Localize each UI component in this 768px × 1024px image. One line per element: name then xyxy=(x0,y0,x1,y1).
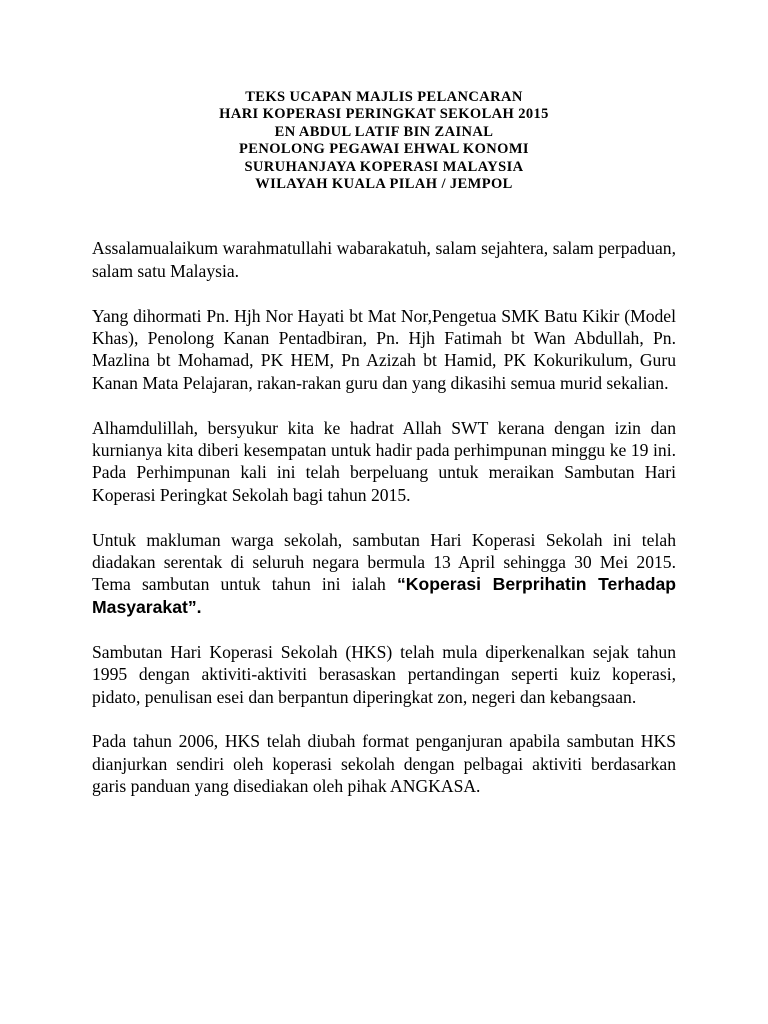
paragraph-format-change: Pada tahun 2006, HKS telah diubah format penganjuran apabila sambutan HKS dianjurkan sendiri oleh koperasi sekolah dengan pelbagai aktiviti berdasarkan garis panduan yang disediakan oleh pihak ANGKASA. xyxy=(92,731,676,797)
paragraph-greeting: Assalamualaikum warahmatullahi wabarakatuh, salam sejahtera, salam perpaduan, salam satu Malaysia. xyxy=(92,238,676,281)
header-speaker-name: EN ABDUL LATIF BIN ZAINAL xyxy=(274,123,494,140)
header-speaker-position: PENOLONG PEGAWAI EHWAL KONOMI xyxy=(239,141,529,158)
header-region: WILAYAH KUALA PILAH / JEMPOL xyxy=(255,176,513,193)
speech-header xyxy=(92,89,676,193)
header-event-line: HARI KOPERASI PERINGKAT SEKOLAH 2015 xyxy=(219,106,549,123)
paragraph-history: Sambutan Hari Koperasi Sekolah (HKS) telah mula diperkenalkan sejak tahun 1995 dengan aktiviti-aktiviti berasaskan pertandingan seperti kuiz koperasi, pidato, penulisan esei dan berpantun diperingkat zon, negeri dan kebangsaan. xyxy=(92,641,676,707)
theme-text: “Koperasi Berprihatin Terhadap Masyarakat”. xyxy=(92,574,676,617)
paragraph-salutation: Yang dihormati Pn. Hjh Nor Hayati bt Mat Nor,Pengetua SMK Batu Kikir (Model Khas), Penolong Kanan Pentadbiran, Pn. Hjh Fatimah bt Wan Abdullah, Pn. Mazlina bt Mohamad, PK HEM, Pn Azizah bt Hamid, PK Kokurikulum, Guru Kanan Mata Pelajaran, rakan-rakan guru dan yang dikasihi semua murid sekalian. xyxy=(92,305,676,393)
speech-body xyxy=(92,237,676,797)
paragraph-announcement xyxy=(92,529,676,619)
header-title-line: TEKS UCAPAN MAJLIS PELANCARAN xyxy=(245,89,523,105)
header-organization: SURUHANJAYA KOPERASI MALAYSIA xyxy=(244,158,524,175)
announcement-text: Untuk makluman warga sekolah, sambutan Hari Koperasi Sekolah ini telah diadakan serentak di seluruh negara bermula 13 April sehingga 30 Mei 2015. Tema sambutan untuk tahun ini ialah xyxy=(92,529,676,595)
paragraph-gratitude: Alhamdulillah, bersyukur kita ke hadrat Allah SWT kerana dengan izin dan kurnianya kita diberi kesempatan untuk hadir pada perhimpunan minggu ke 19 ini. Pada Perhimpunan kali ini telah berpeluang untuk meraikan Sambutan Hari Koperasi Peringkat Sekolah bagi tahun 2015. xyxy=(92,417,676,505)
